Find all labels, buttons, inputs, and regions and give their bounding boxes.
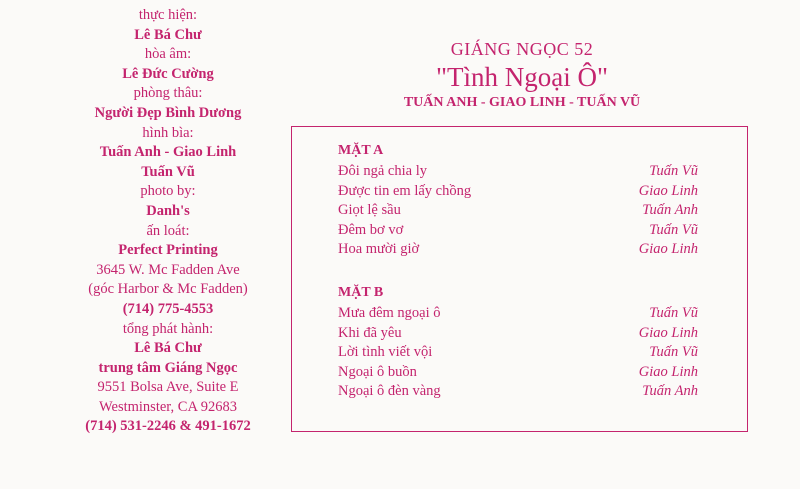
track-artist: Giao Linh	[638, 363, 698, 380]
album-title: "Tình Ngoại Ô"	[435, 62, 609, 92]
track-artist: Tuấn Vũ	[649, 344, 698, 360]
tracklist-box	[291, 126, 748, 432]
track-row	[338, 304, 698, 324]
side-b	[338, 283, 698, 402]
credit-name-producer: Lê Bá Chư	[134, 26, 202, 43]
credit-name-studio: Người Đẹp Bình Dương	[94, 104, 242, 121]
distributor-center: trung tâm Giáng Ngọc	[98, 359, 238, 376]
distributor-phone: (714) 531-2246 & 491-1672	[85, 418, 251, 435]
credit-name-cover-2: Tuấn Vũ	[141, 163, 195, 180]
credit-name-arranger: Lê Đức Cường	[122, 65, 214, 82]
distributor-address: 9551 Bolsa Ave, Suite E	[97, 379, 239, 396]
side-a-label: MẶT A	[338, 143, 384, 158]
track-artist: Tuấn Vũ	[649, 163, 698, 179]
track-row	[338, 343, 698, 363]
track-title: Được tin em lấy chồng	[338, 182, 472, 199]
distributor-city: Westminster, CA 92683	[98, 398, 237, 415]
credit-name-cover-1: Tuấn Anh - Giao Linh	[99, 144, 237, 161]
track-row	[338, 201, 698, 221]
credit-role-studio: phòng thâu:	[133, 85, 203, 102]
track-title: Hoa mười giờ	[338, 241, 420, 257]
credit-name-photo: Danh's	[146, 202, 190, 219]
track-artist: Tuấn Vũ	[649, 305, 698, 321]
track-row	[338, 182, 698, 202]
track-title: Lời tình viết vội	[338, 344, 433, 360]
track-title: Mưa đêm ngoại ô	[338, 305, 441, 321]
credit-role-printing: ấn loát:	[146, 222, 190, 239]
printer-address: 3645 W. Mc Fadden Ave	[96, 261, 240, 278]
credits-column	[38, 6, 298, 437]
track-artist: Tuấn Anh	[642, 383, 698, 399]
track-artist: Tuấn Vũ	[649, 221, 698, 238]
track-title: Ngoại ô buồn	[338, 363, 417, 380]
track-title: Đôi ngả chia ly	[338, 163, 427, 179]
credit-role-cover: hình bìa:	[142, 124, 194, 141]
printer-phone: (714) 775-4553	[122, 300, 214, 317]
track-artist: Tuấn Anh	[642, 202, 698, 218]
track-artist: Giao Linh	[638, 241, 698, 257]
track-title: Khi đã yêu	[338, 324, 402, 341]
credit-role-arranger: hòa âm:	[144, 46, 192, 63]
track-row	[338, 382, 698, 402]
track-row	[338, 162, 698, 182]
credit-role-distributor: tổng phát hành:	[122, 320, 214, 337]
track-artist: Giao Linh	[638, 324, 698, 341]
track-row	[338, 221, 698, 241]
credit-role-producer: thực hiện:	[138, 7, 198, 23]
side-a	[338, 141, 698, 260]
track-row	[338, 324, 698, 344]
credit-name-distributor: Lê Bá Chư	[134, 340, 202, 357]
series-label: GIÁNG NGỌC 52	[450, 39, 594, 59]
album-header	[292, 38, 752, 112]
printer-address-note: (góc Harbor & Mc Fadden)	[88, 281, 248, 298]
track-row	[338, 240, 698, 260]
track-title: Ngoại ô đèn vàng	[338, 383, 441, 399]
credit-role-photo: photo by:	[140, 183, 196, 200]
track-title: Giọt lệ sầu	[338, 202, 401, 218]
track-artist: Giao Linh	[638, 182, 698, 199]
track-row	[338, 363, 698, 383]
track-title: Đêm bơ vơ	[338, 221, 404, 238]
artists-line: TUẤN ANH - GIAO LINH - TUẤN VŨ	[403, 95, 641, 110]
side-b-label: MẶT B	[338, 285, 384, 300]
credit-name-printing: Perfect Printing	[118, 242, 218, 259]
